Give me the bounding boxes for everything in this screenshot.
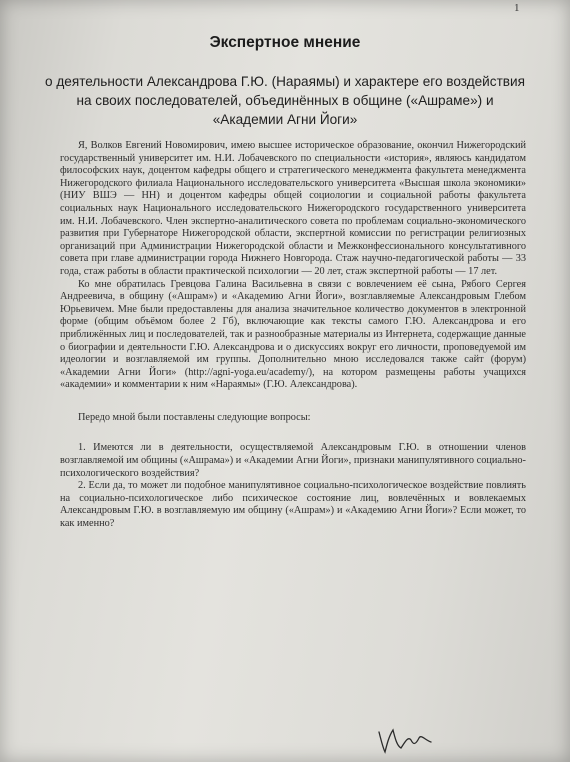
question-item: 2. Если да, то может ли подобное манипулятивное социально-психологическое воздействие повлиять на социально-психологическое либо психическое состояние лиц, вовлечённых и вовлекаемых Александровым Г.Ю. в возглавляемую им общину («Ашрам») и «Академию Агни Йоги»? Если может, то как именно?: [60, 480, 526, 530]
document-subtitle: о деятельности Александрова Г.Ю. (Нараямы) и характере его воздействия на своих последователей, объединённых в общине («Ашраме») и «Академии Агни Йоги»: [45, 74, 525, 127]
document-body: [60, 140, 526, 531]
question-item: 1. Имеются ли в деятельности, осуществляемой Александровым Г.Ю. в отношении членов возглавляемой им общины («Ашрама») и «Академии Агни Йоги», признаки манипулятивного социально-психологического воздействия?: [60, 442, 526, 479]
document-title: Экспертное мнение: [209, 34, 361, 51]
paragraph-expert-credentials: Я, Волков Евгений Новомирович, имею высшее историческое образование, окончил Нижегородский государственный университет им. Н.И. Лобачевского по специальности «история», являюсь кандидатом философских наук, доцентом кафедры общего и стратегического менеджмента факультета менеджмента Нижегородского филиала Национального исследовательского университета «Высшая школа экономики» (НИУ ВШЭ — НН) и доцентом кафедры общей социологии и социальной работы факультета социальных наук Национального исследовательского Нижегородского государственного университета им. Н.И. Лобачевского. Член экспертно-аналитического совета по проблемам социально-экономического развития при Губернаторе Нижегородской области, экспертной комиссии по регистрации религиозных организаций при Администрации Нижегородской области и Межконфессионального консультативного совета при главе администрации города Нижнего Новгорода. Стаж научно-педагогической работы — 33 года, стаж работы в области практической психологии — 20 лет, стаж экспертной работы — 17 лет.: [60, 140, 526, 277]
handwritten-signature: [375, 718, 435, 758]
questions-intro: Передо мной были поставлены следующие вопросы:: [78, 411, 311, 423]
paragraph-request-description: Ко мне обратилась Гревцова Галина Васильевна в связи с вовлечением её сына, Рябого Сергея Андреевича, в общину («Ашрам») и «Академию Агни Йоги», возглавляемые Александровым Глебом Юрьевичем. Мне были предоставлены для анализа значительное количество документов в электронной форме (общим объёмом более 2 Гб), включающие как тексты самого Г.Ю. Александрова и его приближённых лиц и последователей, так и разнообразные материалы из Интернета, содержащие данные о биографии и деятельности Г.Ю. Александрова и о дискуссиях вокруг его личности, проповедуемой им идеологии и возглавляемой им группы. Дополнительно мною исследовался также сайт (форум) «Академии Агни Йоги» (http://agni-yoga.eu/academy/), на котором размещены работы учащихся «академии» и комментарии к ним «Нараямы» (Г.Ю. Александрова).: [60, 278, 526, 391]
page-number: 1: [514, 2, 520, 14]
